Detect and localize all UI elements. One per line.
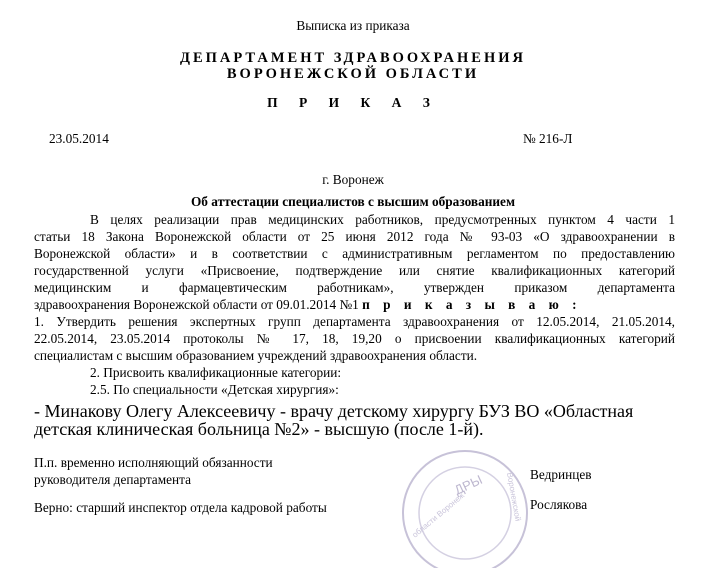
stamp-text-top: ДРЫ: [451, 471, 485, 498]
city: г. Воронеж: [322, 172, 384, 187]
department-name-line2: ВОРОНЕЖСКОЙ ОБЛАСТИ: [226, 66, 480, 82]
stamp-text-arc: области Воронеж: [410, 490, 467, 540]
signature-position-line2: руководителя департамента: [34, 472, 192, 487]
department-name-line1: ДЕПАРТАМЕНТ ЗДРАВООХРАНЕНИЯ: [179, 50, 527, 66]
order-number: № 216-Л: [523, 131, 573, 146]
person-line-2: детская клиническая больница №2» - высшую (после 1-й).: [34, 419, 484, 439]
preamble-line-4: государственной услуги «Присвоение, подтверждение или снятие квалификационных категорий: [34, 263, 675, 278]
extract-title: Выписка из приказа: [296, 18, 410, 33]
stamp-outer-ring: [403, 451, 527, 568]
verification-name: Рослякова: [530, 497, 588, 512]
preamble-line-1: В целях реализации прав медицинских работников, предусмотренных пунктом 4 части 1: [90, 212, 675, 227]
item1-line-3: специалистам с высшим образованием учреждений здравоохранения области.: [34, 348, 478, 363]
item2-5: 2.5. По специальности «Детская хирургия»:: [90, 382, 339, 397]
preamble-line-3: Воронежской области» и в соответствии с административным регламентом по предоставлению: [34, 246, 675, 261]
person-line-1: - Минакову Олегу Алексеевичу - врачу детскому хирургу БУЗ ВО «Областная: [34, 401, 634, 421]
preamble-last: здравоохранения Воронежской области от 09.01.2014 №1: [34, 297, 359, 312]
official-stamp: [385, 443, 535, 568]
order-word: п р и к а з ы в а ю :: [362, 297, 582, 312]
verification-label: Верно: старший инспектор отдела кадровой работы: [34, 500, 327, 515]
order-title: П Р И К А З: [267, 95, 439, 110]
order-date: 23.05.2014: [49, 131, 109, 146]
order-subject: Об аттестации специалистов с высшим образованием: [190, 194, 516, 209]
signature-position-line1: П.п. временно исполняющий обязанности: [34, 455, 273, 470]
stamp-text-side: Воронежской: [505, 471, 523, 522]
item1-line-1: 1. Утвердить решения экспертных групп департамента здравоохранения от 12.05.2014, 21.05.2014,: [34, 314, 675, 329]
item2: 2. Присвоить квалификационные категории:: [90, 365, 342, 380]
item1-line-2: 22.05.2014, 23.05.2014 протоколы № 17, 18, 19,20 о присвоении квалификационных категорий: [34, 331, 675, 346]
preamble-line-5: медицинским и фармацевтическим работникам», утвержден приказом департамента: [34, 280, 675, 295]
preamble-line-2: статьи 18 Закона Воронежской области от 25 июня 2012 года № 93-03 «О здравоохранении в: [34, 229, 675, 244]
preamble-line-6: [34, 297, 582, 313]
signature-name: Ведринцев: [530, 467, 592, 482]
